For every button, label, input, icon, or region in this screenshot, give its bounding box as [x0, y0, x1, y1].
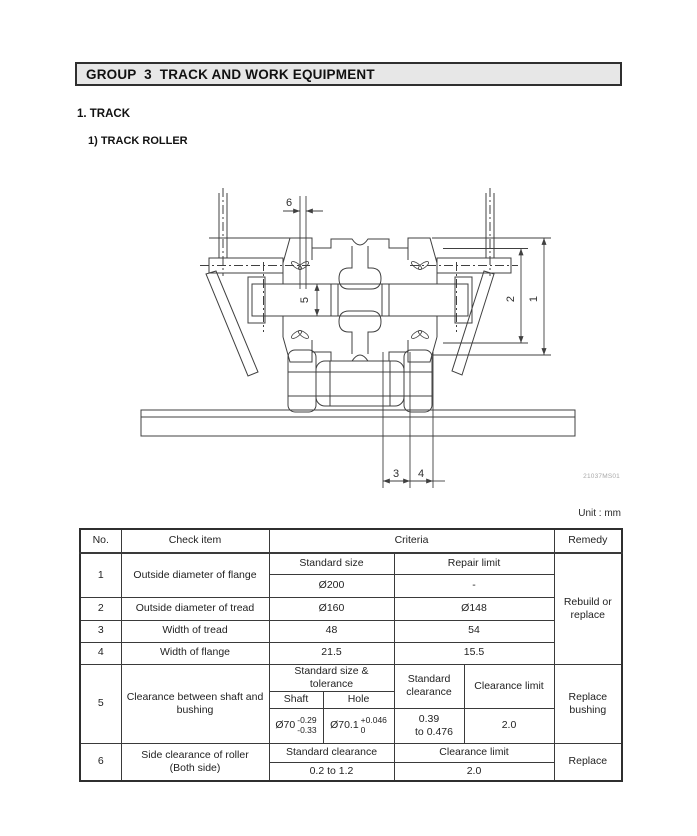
section-title: 1. TRACK: [77, 108, 131, 120]
row4-no: 4: [80, 642, 121, 664]
row6-check-item: [121, 743, 269, 781]
row5-clearance-limit: 2.0: [464, 708, 554, 743]
row4-repair-limit: 15.5: [394, 642, 554, 664]
row4-check-item: Width of flange: [121, 642, 269, 664]
row6-clearance-limit-label: Clearance limit: [394, 743, 554, 762]
mount-bolt-left: [219, 188, 227, 276]
row6-clearance-limit: 2.0: [394, 762, 554, 781]
dim-label-6: 6: [285, 197, 293, 209]
row6-item-line2: (Both side): [169, 762, 221, 774]
row6-standard-clearance: 0.2 to 1.2: [269, 762, 394, 781]
row5-shaft-size: [269, 708, 323, 743]
row1-check-item: Outside diameter of flange: [121, 553, 269, 597]
shaft-tol-upper: -0.29: [297, 714, 317, 725]
shaft-size-value: Ø70: [275, 719, 296, 732]
row5-no: 5: [80, 664, 121, 743]
row1-standard-size: Ø200: [269, 574, 394, 597]
header-no: No.: [80, 529, 121, 553]
dim-label-5: 5: [299, 296, 311, 304]
dim-label-4: 4: [417, 468, 425, 480]
row5-tolerance-label: Standard size & tolerance: [269, 664, 394, 691]
hole-tol-upper: +0.046: [360, 714, 387, 725]
floating-seals: [290, 260, 430, 340]
oil-cavity-bottom: [339, 311, 381, 354]
row5-shaft-label: Shaft: [269, 691, 323, 708]
row5-check-item: Clearance between shaft and bushing: [121, 664, 269, 743]
header-criteria: Criteria: [269, 529, 554, 553]
standard-clearance-line1: 0.39: [418, 712, 440, 725]
dim-label-3: 3: [392, 468, 400, 480]
row6-no: 6: [80, 743, 121, 781]
header-check-item: Check item: [121, 529, 269, 553]
row5-standard-clearance: [394, 708, 464, 743]
dim-label-2: 2: [505, 295, 517, 303]
group-title: GROUP 3 TRACK AND WORK EQUIPMENT: [86, 66, 375, 82]
row5-clearance-limit-label: Clearance limit: [464, 664, 554, 708]
track-roller-diagram: [75, 158, 622, 503]
spec-table: [79, 528, 623, 782]
shaft-tol-lower: -0.33: [297, 724, 317, 735]
row5-standard-clearance-label: Standard clearance: [394, 664, 464, 708]
row2-standard-size: Ø160: [269, 597, 394, 620]
row1-standard-size-label: Standard size: [269, 553, 394, 574]
unit-note: Unit : mm: [578, 508, 621, 519]
frame-bracket-left: [200, 258, 310, 273]
row5-hole-label: Hole: [323, 691, 394, 708]
mount-bolt-right: [486, 188, 494, 276]
row2-repair-limit: Ø148: [394, 597, 554, 620]
standard-clearance-line2: to 0.476: [415, 725, 453, 738]
dimension-2: [443, 249, 528, 344]
row3-check-item: Width of tread: [121, 620, 269, 642]
hole-tol-lower: 0: [360, 724, 366, 735]
dimension-1: [209, 238, 551, 355]
row6-item-line1: Side clearance of roller: [141, 748, 249, 761]
row1-repair-limit: -: [394, 574, 554, 597]
row2-no: 2: [80, 597, 121, 620]
hole-size-value: Ø70.1: [330, 719, 359, 732]
rows1-4-remedy: Rebuild or replace: [554, 553, 622, 664]
row2-check-item: Outside diameter of tread: [121, 597, 269, 620]
dimension-5: [299, 284, 317, 316]
track-shoe-plate: [141, 410, 575, 436]
subsection-title: 1) TRACK ROLLER: [88, 135, 188, 147]
row5-hole-size: [323, 708, 394, 743]
row6-standard-clearance-label: Standard clearance: [269, 743, 394, 762]
figure-code: 21037MS01: [583, 473, 620, 480]
row1-repair-limit-label: Repair limit: [394, 553, 554, 574]
row6-remedy: Replace: [554, 743, 622, 781]
row4-standard-size: 21.5: [269, 642, 394, 664]
oil-cavity-top: [339, 246, 381, 289]
group-title-box: [75, 62, 622, 86]
row1-no: 1: [80, 553, 121, 597]
header-remedy: Remedy: [554, 529, 622, 553]
row5-remedy: Replace bushing: [554, 664, 622, 743]
row3-no: 3: [80, 620, 121, 642]
dim-label-1: 1: [528, 295, 540, 303]
row3-repair-limit: 54: [394, 620, 554, 642]
frame-bracket-right: [410, 258, 518, 273]
row3-standard-size: 48: [269, 620, 394, 642]
